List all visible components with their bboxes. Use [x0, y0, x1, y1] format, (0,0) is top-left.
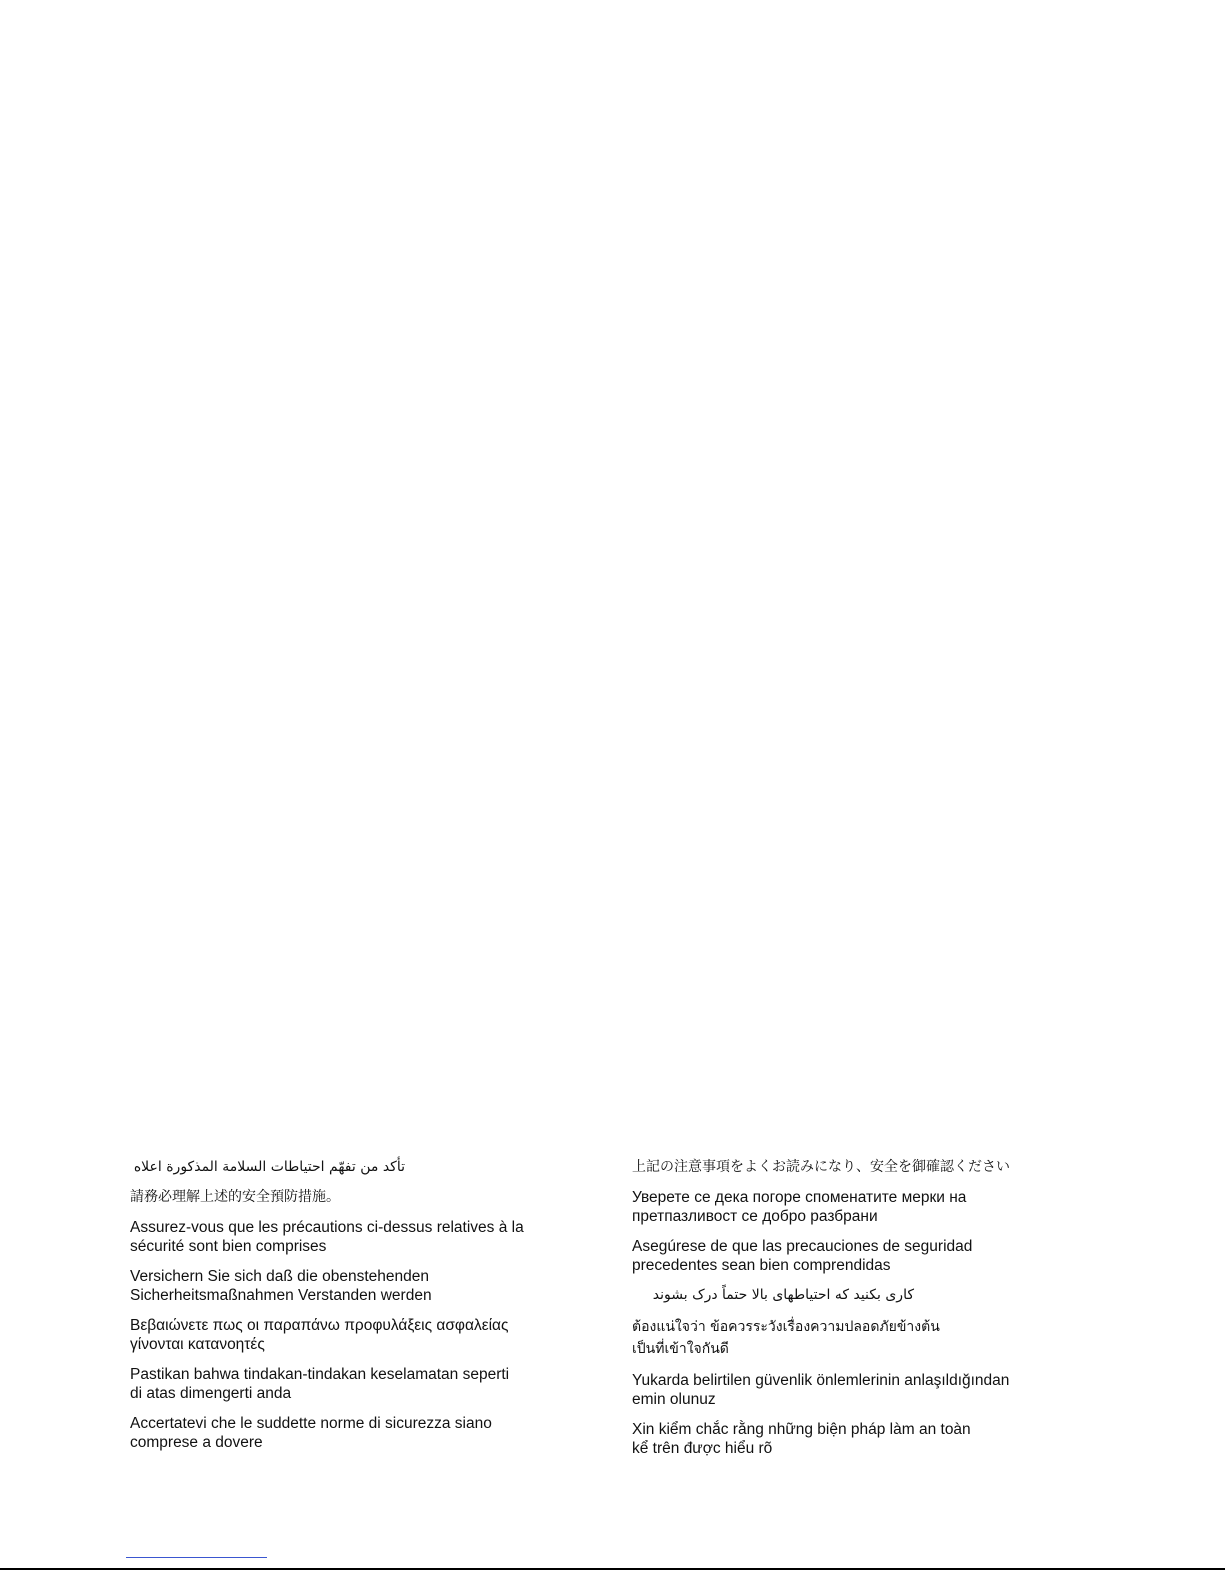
japanese-notice — [632, 1158, 1052, 1177]
bulgarian-notice — [632, 1188, 1052, 1226]
right-column — [632, 1158, 1052, 1469]
vietnamese-line-2: kể trên được hiểu rõ — [632, 1440, 773, 1457]
arabic-line-1: تأكد من تفهّم احتياطات السلامة المذكورة اعلاه — [133, 1159, 405, 1175]
bulgarian-line-1: Уверете се дека погоре споменатите мерки на — [632, 1189, 967, 1206]
italian-line-1: Accertatevi che le suddette norme di sicurezza siano — [130, 1415, 492, 1432]
bulgarian-line-2: претпазливост се добро разбрани — [632, 1208, 878, 1225]
spanish-notice — [632, 1237, 1052, 1275]
thai-line-1: ต้องแน่ใจว่า ข้อควรระวังเรื่องความปลอดภัยข้างต้น — [632, 1319, 940, 1335]
greek-notice — [130, 1316, 570, 1354]
persian-line-1: کاری بکنید که احتیاطهای بالا حتماً درک بشوند — [652, 1287, 914, 1303]
greek-line-2: γίνονται κατανοητές — [130, 1336, 265, 1353]
thai-line-2: เป็นที่เข้าใจกันดี — [632, 1341, 729, 1357]
vietnamese-notice — [632, 1420, 1052, 1458]
spanish-line-1: Asegúrese de que las precauciones de seguridad — [632, 1238, 973, 1255]
spanish-line-2: precedentes sean bien comprendidas — [632, 1257, 891, 1274]
german-line-2: Sicherheitsmaßnahmen Verstanden werden — [130, 1287, 432, 1304]
italian-line-2: comprese a dovere — [130, 1434, 263, 1451]
bottom-link-underline — [126, 1557, 267, 1558]
indonesian-line-1: Pastikan bahwa tindakan-tindakan keselamatan seperti — [130, 1366, 510, 1383]
vietnamese-line-1: Xin kiểm chắc rằng những biện pháp làm an toàn — [632, 1421, 971, 1438]
page-bottom-rule — [0, 1568, 1225, 1570]
chinese-notice — [130, 1188, 570, 1207]
japanese-line-1: 上記の注意事項をよくお読みになり、安全を御確認ください — [632, 1159, 1010, 1175]
chinese-line-1: 請務必理解上述的安全預防措施。 — [130, 1189, 340, 1205]
turkish-line-1: Yukarda belirtilen güvenlik önlemlerinin anlaşıldığından — [632, 1372, 1010, 1389]
indonesian-notice — [130, 1365, 570, 1403]
italian-notice — [130, 1414, 570, 1452]
turkish-line-2: emin olunuz — [632, 1391, 716, 1408]
persian-notice — [632, 1286, 914, 1305]
german-notice — [130, 1267, 570, 1305]
french-line-1: Assurez-vous que les précautions ci-dessus relatives à la — [130, 1219, 524, 1236]
french-notice — [130, 1218, 570, 1256]
left-column — [130, 1158, 570, 1463]
thai-notice — [632, 1316, 1052, 1360]
french-line-2: sécurité sont bien comprises — [130, 1238, 327, 1255]
arabic-notice — [130, 1158, 405, 1177]
greek-line-1: Βεβαιώνετε πως οι παραπάνω προφυλάξεις ασφαλείας — [130, 1317, 509, 1334]
turkish-notice — [632, 1371, 1052, 1409]
indonesian-line-2: di atas dimengerti anda — [130, 1385, 292, 1402]
german-line-1: Versichern Sie sich daß die obenstehenden — [130, 1268, 430, 1285]
